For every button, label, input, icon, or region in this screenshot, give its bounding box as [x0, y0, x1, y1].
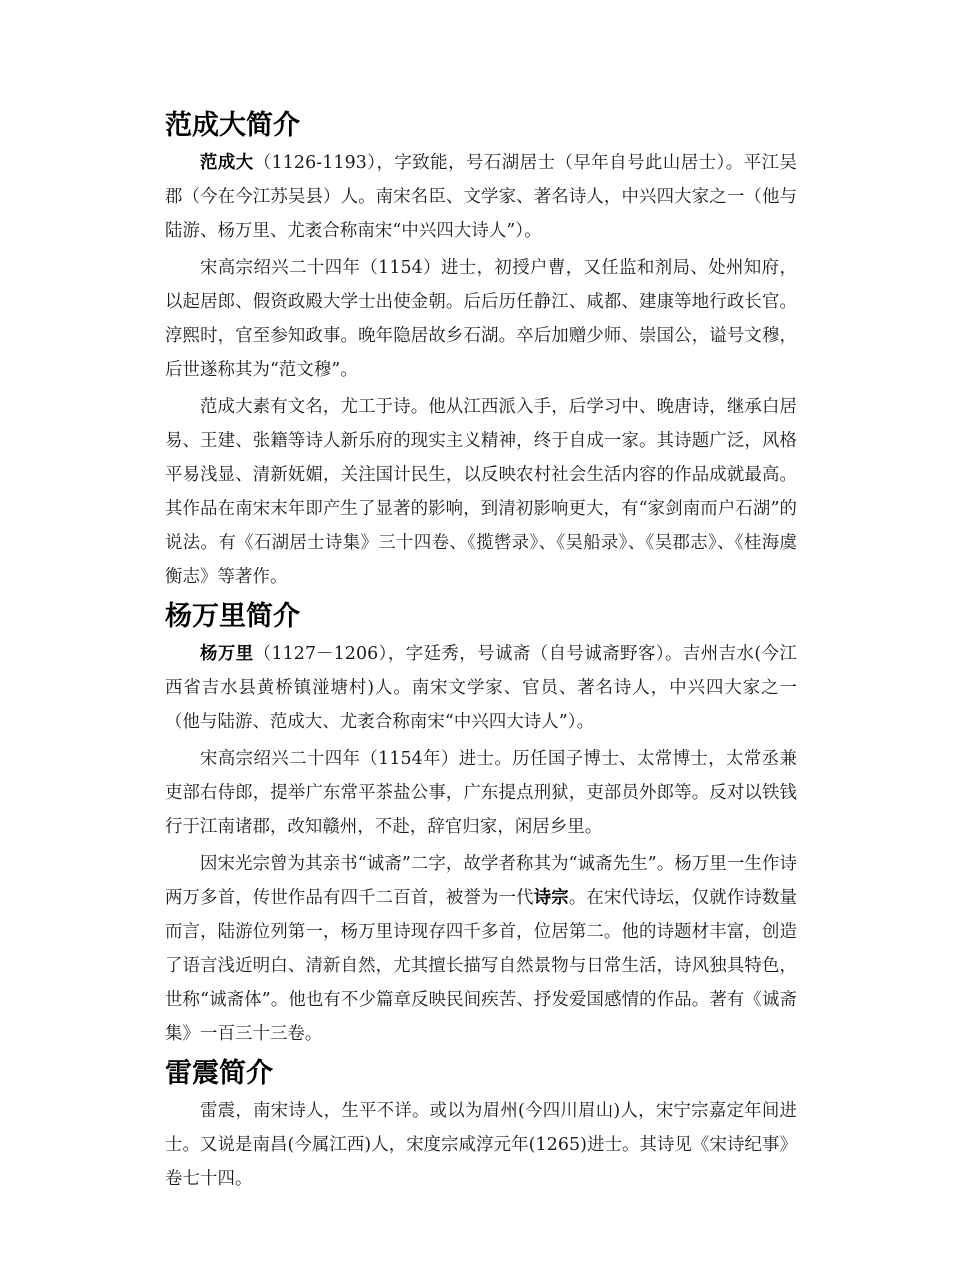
emphasis-bold: 诗宗 — [533, 888, 569, 908]
section-title: 范成大简介 — [165, 110, 300, 141]
paragraph: 范成大素有文名，尤工于诗。他从江西派入手，后学习中、晚唐诗，继承白居易、王建、张籍等诗人新乐府的现实主义精神，终于自成一家。其诗题广泛，风格平易浅显、清新妩媚，关注国计民生，以反映农村社会生活内容的作品成就最高。其作品在南宋末年即产生了显著的影响，到清初影响更大，有“家剑南而户石湖”的说法。有《石湖居士诗集》三十四卷、《揽辔录》、《吴船录》、《吴郡志》、《桂海虞衡志》等著作。 — [165, 397, 797, 587]
paragraph: 宋高宗绍兴二十四年（1154）进士，初授户曹，又任监和剂局、处州知府，以起居郎、假资政殿大学士出使金朝。后后历任静江、咸都、建康等地行政长官。淳熙时，官至参知政事。晚年隐居故乡石湖。卒后加赠少师、崇国公，谥号文穆，后世遂称其为“范文穆”。 — [165, 258, 797, 380]
paragraph: 雷震，南宋诗人，生平不详。或以为眉州(今四川眉山)人，宋宁宗嘉定年间进士。又说是南昌(今属江西)人，宋度宗咸淳元年(1265)进士。其诗见《宋诗纪事》卷七十四。 — [165, 1101, 797, 1189]
paragraph — [165, 637, 797, 739]
section-title: 雷震简介 — [165, 1058, 273, 1089]
paragraph — [165, 847, 797, 1051]
paragraph-text: （1126-1193），字致能，号石湖居士（早年自号此山居士）。平江吴郡（今在今江苏吴县）人。南宋名臣、文学家、著名诗人，中兴四大家之一（他与陆游、杨万里、尤袤合称南宋“中兴四大诗人”）。 — [165, 153, 797, 241]
paragraph-text: 。在宋代诗坛，仅就作诗数量而言，陆游位列第一，杨万里诗现存四千多首，位居第二。他的诗题材丰富，创造了语言浅近明白、清新自然，尤其擅长描写自然景物与日常生活，诗风独具特色，世称“诚斋体”。他也有不少篇章反映民间疾苦、抒发爱国感情的作品。著有《诚斋集》一百三十三卷。 — [165, 888, 798, 1044]
section-fan-chengda — [165, 106, 797, 594]
name-bold: 范成大 — [200, 153, 254, 173]
section-lei-zhen — [165, 1054, 797, 1196]
section-title: 杨万里简介 — [165, 601, 300, 632]
section-yang-wanli — [165, 597, 797, 1051]
paragraph-text: 因宋光宗曾为其亲书“诚斋”二字，故学者称其为“诚斋先生”。杨万里一生作诗两万多首，传世作品有四千二百首，被誉为一代 — [165, 854, 797, 908]
document-page — [165, 106, 797, 1199]
paragraph-text: （1127－1206），字廷秀，号诚斋（自号诚斋野客）。吉州吉水(今江西省吉水县黄桥镇湴塘村)人。南宋文学家、官员、著名诗人，中兴四大家之一（他与陆游、范成大、尤袤合称南宋“中兴四大诗人”）。 — [165, 644, 797, 732]
paragraph: 宋高宗绍兴二十四年（1154年）进士。历任国子博士、太常博士，太常丞兼吏部右侍郎，提举广东常平茶盐公事，广东提点刑狱，吏部员外郎等。反对以铁钱行于江南诸郡，改知赣州，不赴，辞官归家，闲居乡里。 — [165, 749, 797, 837]
paragraph — [165, 146, 797, 248]
name-bold: 杨万里 — [200, 644, 254, 664]
